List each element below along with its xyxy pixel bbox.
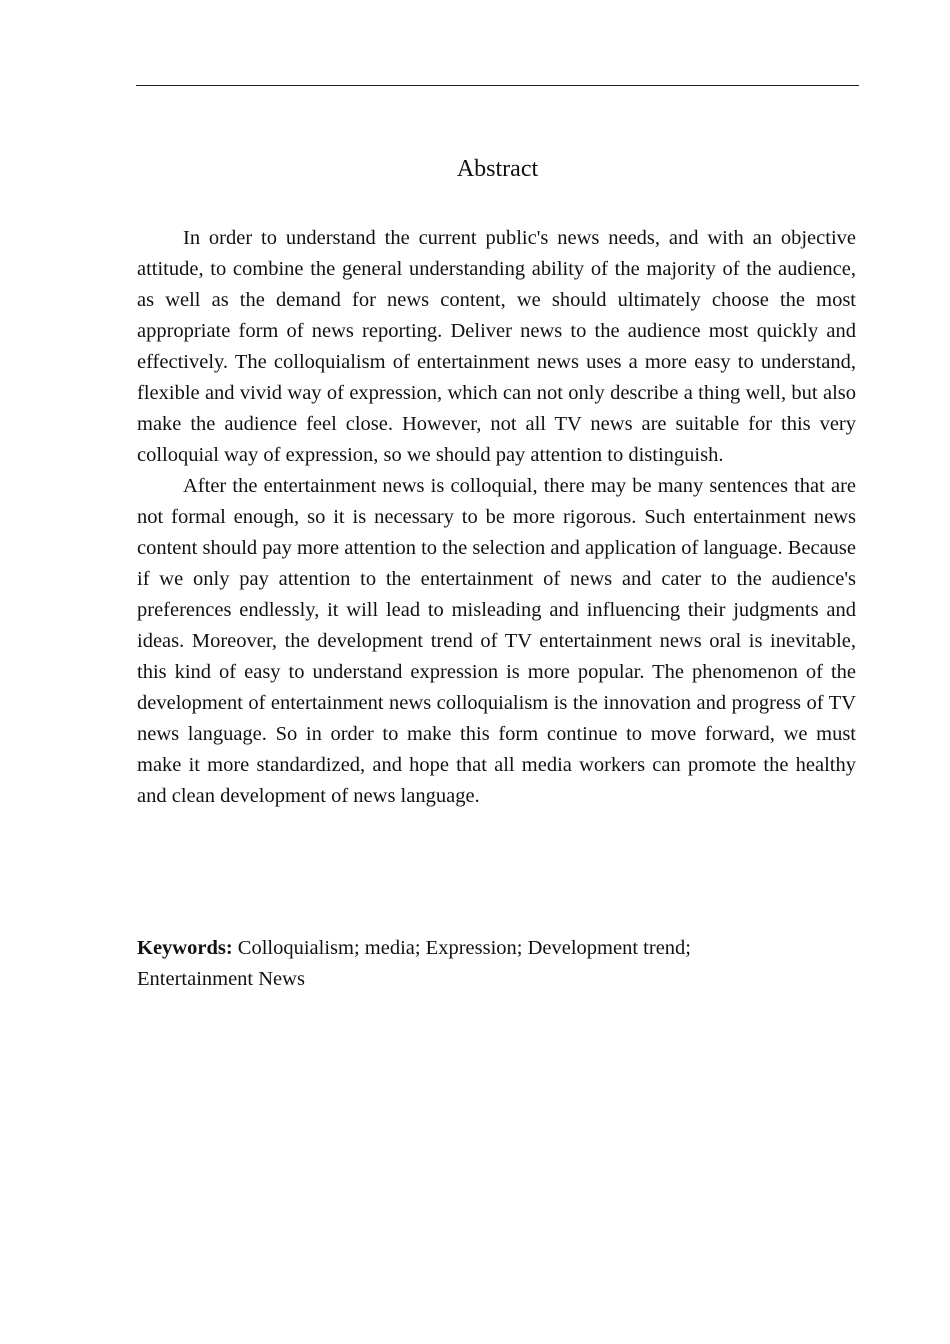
abstract-paragraph-2: After the entertainment news is colloquial, there may be many sentences that are not formal enough, so it is necessary to be more rigorous. Such entertainment news content should pay more attention to the selection and application of language. Because if we only pay attention to the entertainment of news and cater to the audience's preferences endlessly, it will lead to misleading and influencing their judgments and ideas. Moreover, the development trend of TV entertainment news oral is inevitable, this kind of easy to understand expression is more popular. The phenomenon of the development of entertainment news colloquialism is the innovation and progress of TV news language. So in order to make this form continue to move forward, we must make it more standardized, and hope that all media workers can promote the healthy and clean development of news language. (137, 475, 856, 807)
keywords-text: Colloquialism; media; Expression; Development trend; Entertainment News (137, 937, 691, 990)
abstract-paragraph-1: In order to understand the current public's news needs, and with an objective attitude, to combine the general understanding ability of the majority of the audience, as well as the demand for news content, we should ultimately choose the most appropriate form of news reporting. Deliver news to the audience most quickly and effectively. The colloquialism of entertainment news uses a more easy to understand, flexible and vivid way of expression, which can not only describe a thing well, but also make the audience feel close. However, not all TV news are suitable for this very colloquial way of expression, so we should pay attention to distinguish. (137, 227, 856, 466)
abstract-body (137, 223, 856, 812)
header-rule (136, 85, 859, 86)
keywords-label: Keywords: (137, 937, 233, 959)
keywords-line (137, 933, 777, 995)
abstract-title: Abstract (456, 156, 539, 182)
